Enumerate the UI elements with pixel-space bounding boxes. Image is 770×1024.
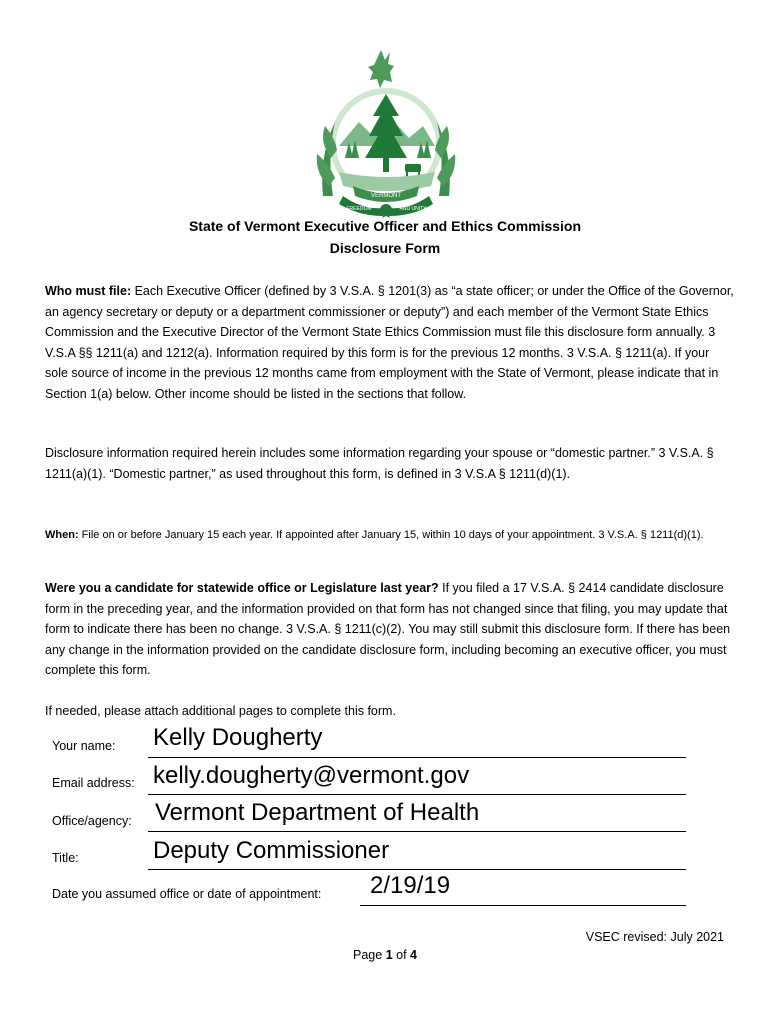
attach-note: If needed, please attach additional pages to complete this form. <box>45 704 396 718</box>
when-text: File on or before January 15 each year. If appointed after January 15, within 10 days of your appointment. 3 V.S.A. § 1211(d)(1). <box>81 529 704 541</box>
who-must-file-label: Who must file: <box>45 284 132 298</box>
disclosure-info-paragraph: Disclosure information required herein includes some information regarding your spouse or “domestic partner.” 3 V.S.A. § 1211(a)(1). “Domestic partner,” as used throughout this form, is defined in 3 V.S.A § 1211(d)(1). <box>45 446 714 481</box>
office-field[interactable]: Vermont Department of Health <box>155 799 480 826</box>
when-paragraph <box>45 527 735 544</box>
email-field-underline <box>148 794 686 795</box>
title-label: Title: <box>52 851 79 865</box>
seal-ribbon-left: FREEDOM <box>346 206 372 212</box>
who-must-file-text: Each Executive Officer (defined by 3 V.S.A. § 1201(3) as “a state officer; or under the Office of the Governor, an agency secretary or deputy or a department commissioner or deputy”) and each member of the Vermont State Ethics Commission and the Executive Director of the Vermont State Ethics Commission must file this disclosure form annually. 3 V.S.A §§ 1211(a) and 1212(a). Information required by this form is for the previous 12 months. 3 V.S.A. § 1211(a). If your sole source of income in the previous 12 months came from employment with the State of Vermont, please indicate that in Section 1(a) below. Other income should be listed in the sections that follow. <box>45 284 734 401</box>
candidate-paragraph <box>45 578 735 681</box>
page-number: Page 1 of 4 <box>353 948 417 962</box>
candidate-question: Were you a candidate for statewide office or Legislature last year? <box>45 581 439 595</box>
email-label: Email address: <box>52 776 135 790</box>
seal-ribbon-right: AND UNITY <box>399 206 427 212</box>
title-field[interactable]: Deputy Commissioner <box>153 837 390 864</box>
date-field[interactable]: 2/19/19 <box>370 872 451 899</box>
seal-banner-text: VERMONT <box>371 193 401 199</box>
who-must-file-paragraph <box>45 281 735 404</box>
form-title: State of Vermont Executive Officer and Ethics Commission <box>188 218 582 234</box>
office-field-underline <box>148 831 686 832</box>
candidate-text: If you filed a 17 V.S.A. § 2414 candidate disclosure form in the preceding year, and the information provided on that form has not changed since that filing, you may update that form to indicate there has been no change. 3 V.S.A. § 1211(c)(2). You may still submit this disclosure form. If there has been any change in the information provided on the candidate disclosure form, including becoming an executive officer, you must complete this form. <box>45 581 731 677</box>
date-field-underline <box>360 905 686 906</box>
form-subtitle: Disclosure Form <box>329 240 441 256</box>
revision-note: VSEC revised: July 2021 <box>585 930 724 944</box>
title-field-underline <box>148 869 686 870</box>
name-field[interactable]: Kelly Dougherty <box>153 724 323 751</box>
date-label: Date you assumed office or date of appointment: <box>52 887 322 901</box>
when-label: When: <box>45 529 79 541</box>
name-label: Your name: <box>52 739 116 753</box>
office-label: Office/agency: <box>52 814 132 828</box>
email-field[interactable]: kelly.dougherty@vermont.gov <box>153 762 470 789</box>
vermont-state-seal <box>313 46 459 218</box>
name-field-underline <box>148 757 686 758</box>
